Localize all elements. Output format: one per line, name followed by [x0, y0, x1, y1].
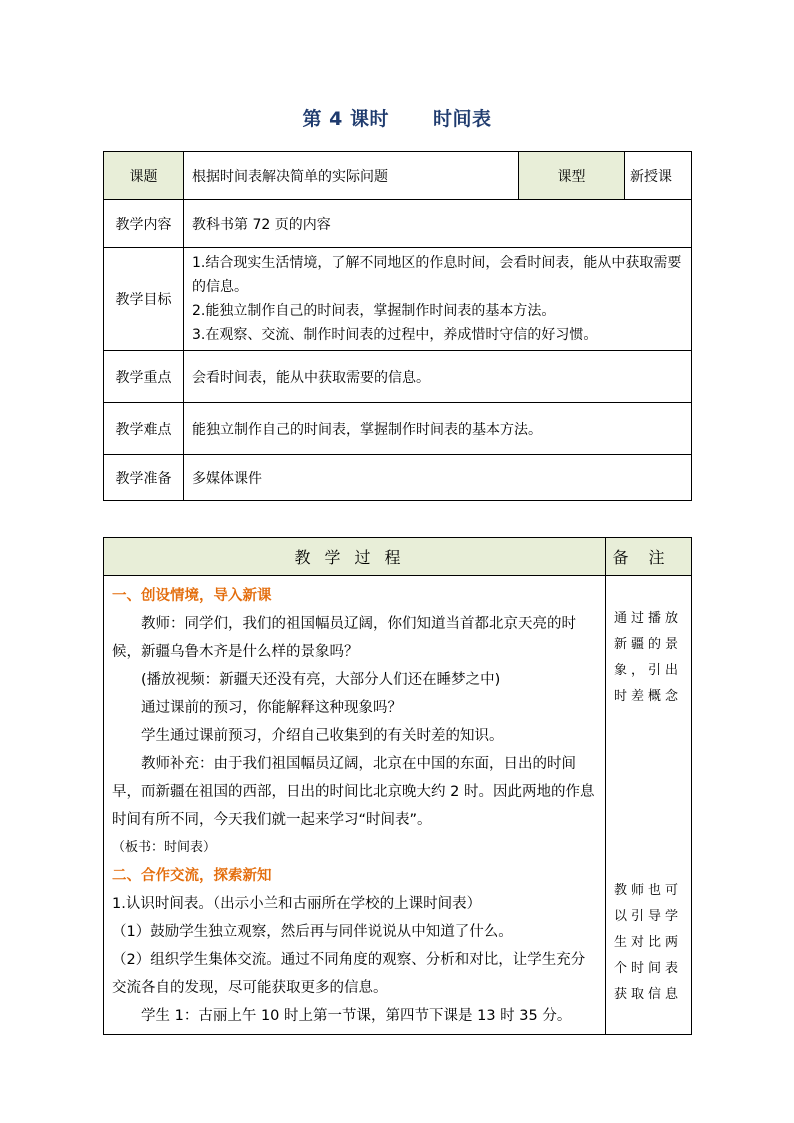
paragraph: （1）鼓励学生独立观察，然后再与同伴说说从中知道了什么。	[112, 924, 513, 940]
topic-label: 课题	[104, 152, 184, 200]
notes-column	[606, 576, 692, 1035]
board-note: （板书：时间表）	[112, 840, 217, 855]
lesson-info-table	[103, 151, 692, 501]
paragraph: 教师：同学们，我们的祖国幅员辽阔，你们知道当首都北京天亮的时候，新疆乌鲁木齐是什么样的景象吗？	[112, 616, 576, 660]
process-content	[104, 576, 606, 1035]
topic-value: 根据时间表解决简单的实际问题	[184, 152, 519, 200]
note-text: 通过播放新疆的景象，引出时差概念	[614, 611, 683, 704]
topic-row	[104, 152, 692, 200]
note-text: 教师也可以引导学生对比两个时间表获取信息	[614, 883, 683, 1002]
section-heading: 二、合作交流，探索新知	[112, 868, 272, 884]
lesson-topic: 时间表	[432, 108, 492, 130]
paragraph: (播放视频：新疆天还没有亮，大部分人们还在睡梦之中)	[141, 672, 501, 688]
type-value: 新授课	[625, 152, 692, 200]
process-header: 教学过程	[104, 538, 606, 576]
difficulty-row	[104, 403, 692, 455]
paragraph: 教师补充：由于我们祖国幅员辽阔，北京在中国的东面，日出的时间早，而新疆在祖国的西部，日出的时间比北京晚大约 2 时。因此两地的作息时间有所不同，今天我们就一起来学习“时间表”。	[112, 756, 595, 828]
goals-list	[184, 248, 692, 351]
section-heading: 一、创设情境，导入新课	[112, 588, 272, 604]
goal-item: 2.能独立制作自己的时间表，掌握制作时间表的基本方法。	[192, 303, 556, 319]
key-value: 会看时间表，能从中获取需要的信息。	[184, 351, 692, 403]
prep-label: 教学准备	[104, 455, 184, 501]
paragraph: 学生 1：古丽上午 10 时上第一节课，第四节下课是 13 时 35 分。	[141, 1008, 572, 1024]
difficulty-value: 能独立制作自己的时间表，掌握制作时间表的基本方法。	[184, 403, 692, 455]
process-header-row	[104, 538, 692, 576]
prep-row	[104, 455, 692, 501]
content-row	[104, 200, 692, 248]
key-row	[104, 351, 692, 403]
process-body-row	[104, 576, 692, 1035]
goals-row	[104, 248, 692, 351]
goal-item: 1.结合现实生活情境，了解不同地区的作息时间，会看时间表，能从中获取需要的信息。	[192, 255, 682, 295]
paragraph: 1.认识时间表。（出示小兰和古丽所在学校的上课时间表）	[112, 896, 482, 912]
content-label: 教学内容	[104, 200, 184, 248]
prep-value: 多媒体课件	[184, 455, 692, 501]
teaching-process-table	[103, 537, 692, 1035]
lesson-number: 第 4 课时	[302, 108, 389, 130]
goals-label: 教学目标	[104, 248, 184, 351]
paragraph: 学生通过课前预习，介绍自己收集到的有关时差的知识。	[141, 728, 504, 744]
goal-item: 3.在观察、交流、制作时间表的过程中，养成惜时守信的好习惯。	[192, 327, 598, 343]
note-header: 备注	[606, 538, 692, 576]
paragraph: 通过课前的预习，你能解释这种现象吗？	[141, 700, 402, 716]
key-label: 教学重点	[104, 351, 184, 403]
paragraph: （2）组织学生集体交流。通过不同角度的观察、分析和对比，让学生充分交流各自的发现，尽可能获取更多的信息。	[112, 952, 586, 996]
content-value: 教科书第 72 页的内容	[184, 200, 692, 248]
difficulty-label: 教学难点	[104, 403, 184, 455]
page-title	[0, 104, 794, 131]
type-label: 课型	[519, 152, 625, 200]
